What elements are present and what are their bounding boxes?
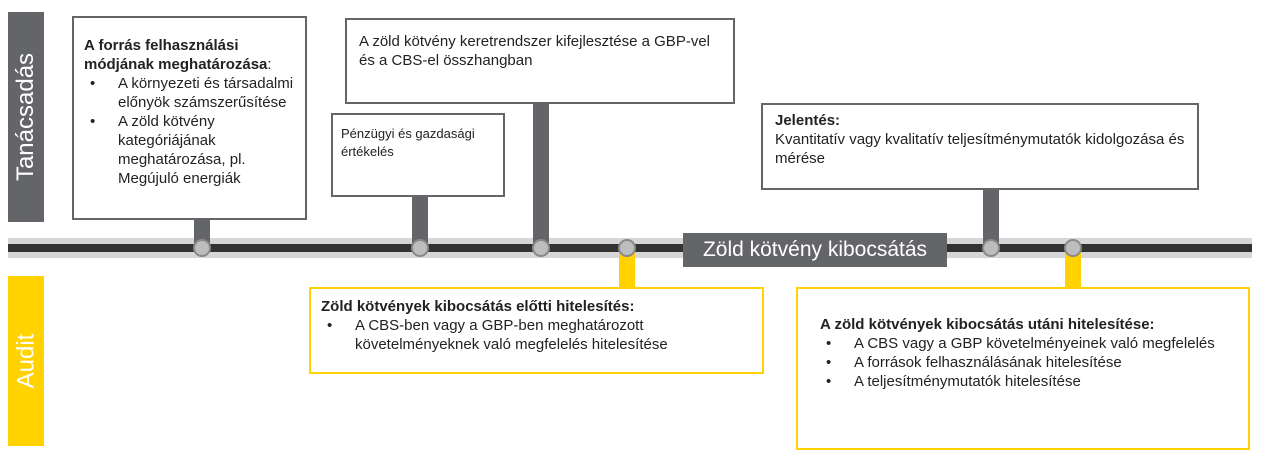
band-audit — [8, 276, 44, 446]
box-penzugyi-text: Pénzügyi és gazdasági értékelés — [341, 126, 475, 159]
timeline-node — [618, 239, 636, 257]
box-keretrendszer — [345, 18, 735, 104]
timeline-node — [982, 239, 1000, 257]
center-label: Zöld kötvény kibocsátás — [683, 233, 947, 267]
box-jelentes-title: Jelentés: — [775, 112, 841, 129]
box-forras-title-suffix: : — [267, 56, 272, 73]
list-item: • A zöld kötvény kategóriájának meghatározása, pl. Megújuló energiák — [84, 112, 297, 188]
band-tanacsadas — [8, 12, 44, 222]
timeline-node — [411, 239, 429, 257]
box-forras-list — [84, 74, 297, 188]
box-utani-list — [820, 334, 1236, 391]
timeline-node — [532, 239, 550, 257]
timeline-node — [1064, 239, 1082, 257]
list-item: • A CBS-ben vagy a GBP-ben meghatározott követelményeknek való megfelelés hitelesítése — [321, 316, 752, 354]
box-forras-title: A forrás felhasználási módjának meghatározása — [84, 37, 268, 73]
list-item: • A források felhasználásának hitelesítése — [820, 353, 1236, 372]
band-audit-label: Audit — [12, 333, 40, 389]
band-tanacsadas-label: Tanácsadás — [12, 52, 39, 182]
box-keretrendszer-text: A zöld kötvény keretrendszer kifejlesztése a GBP-vel és a CBS-el összhangban — [359, 33, 710, 69]
box-forras — [72, 16, 307, 220]
box-penzugyi — [331, 113, 505, 197]
timeline-node — [193, 239, 211, 257]
box-utani-title: A zöld kötvények kibocsátás utáni hitelesítése: — [820, 316, 1155, 333]
box-utani — [796, 287, 1250, 450]
list-item: • A CBS vagy a GBP követelményeinek való megfelelés — [820, 334, 1236, 353]
box-jelentes-text: Kvantitatív vagy kvalitatív teljesítménymutatók kidolgozása és mérése — [775, 131, 1185, 167]
list-item: • A környezeti és társadalmi előnyök számszerűsítése — [84, 74, 297, 112]
box-elotti — [309, 287, 764, 374]
box-jelentes — [761, 103, 1199, 190]
stem-keretrendszer — [533, 103, 549, 248]
box-elotti-list — [321, 316, 752, 354]
box-elotti-title: Zöld kötvények kibocsátás előtti hitelesítés: — [321, 298, 635, 315]
list-item: • A teljesítménymutatók hitelesítése — [820, 372, 1236, 391]
